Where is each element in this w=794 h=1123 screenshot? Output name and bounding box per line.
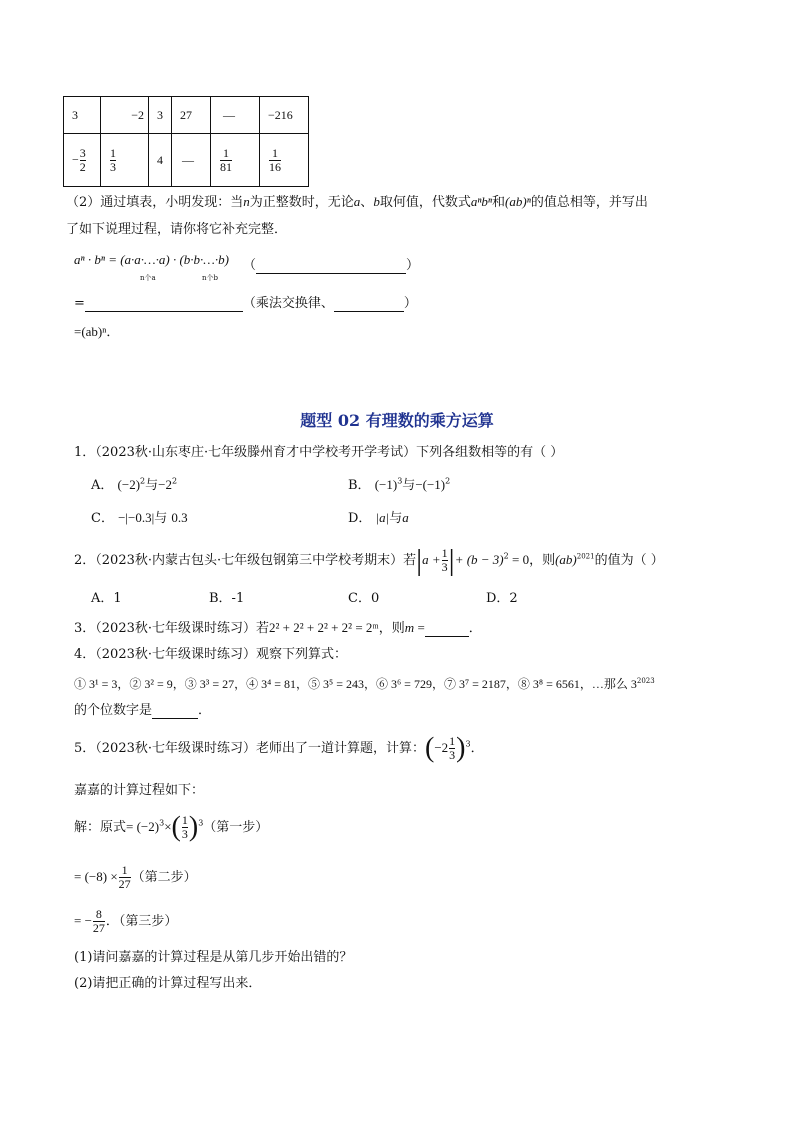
text: 与 [154,511,168,526]
power-table [63,96,309,187]
text: 和 [492,195,506,210]
q4-stem: 4．（2023秋·七年级课时练习）观察下列算式： [74,647,347,662]
text: ） [406,258,420,273]
answer-blank[interactable] [152,718,198,719]
text: ，则 [378,621,405,636]
exponent: 2 [503,551,509,561]
exponent: 2021 [576,552,595,561]
text: 5．（2023秋·七年级课时练习）老师出了一道计算题，计算： [74,741,425,756]
section-heading: 题型 02 有理数的乘方运算 [300,411,494,430]
fraction [93,908,105,935]
q1-option-c[interactable] [91,510,188,527]
math-expr: −|−0.3| [118,510,155,525]
q2-option-b[interactable]: B．-1 [209,591,245,606]
table-cell: −216 [260,97,309,134]
n-b-label: n个b [202,274,218,282]
denominator: 3 [449,748,456,762]
reason-blank-1 [243,258,419,274]
math-expr: (−1) [374,477,398,492]
math-expr: −2 [434,740,449,755]
denominator: 27 [92,921,105,935]
exponent: 2 [445,476,451,486]
text: 取何值，代数式 [379,195,471,210]
q5-ask2: (2)请把正确的计算过程写出来． [74,976,262,991]
exponent: 3 [465,739,471,749]
denominator: 27 [118,877,131,891]
fraction [110,147,116,174]
fraction [119,864,131,891]
math-expr: b·b·…·b [183,252,225,267]
proof-step2 [74,296,417,312]
math-expr: + (b − 3) [454,552,504,567]
q4-sequence [74,676,655,692]
denominator: 2 [79,159,86,174]
fraction [80,147,86,174]
denominator: 3 [181,827,188,841]
numerator: 1 [110,145,116,160]
q4-line2 [74,703,211,719]
text: （乘法交换律、 [242,296,334,311]
q2-option-d[interactable]: D．2 [486,591,518,606]
fraction [220,147,232,174]
math-expr: 2² + 2² + 2² + 2² = 2ᵐ [269,620,379,635]
option-label: C． [91,511,114,526]
math-expr: aⁿ · bⁿ = ( [74,252,125,267]
answer-blank[interactable] [85,311,243,312]
math-expr: = − [74,913,92,928]
math-expr: = (−8) × [74,869,118,884]
math-expr: a·a·…·a [124,252,166,267]
table-cell: 3 [149,97,172,134]
math-expr: −(−1) [415,477,446,492]
text: （第一步） [203,820,269,835]
denominator: 3 [441,560,448,574]
denominator: 16 [269,159,281,174]
q2-stem: 2．（2023秋·内蒙古包头·七年级包钢第三中学校考期末）若|a + $\frac{1}{3}$ |+ $(b - 3)^2 = 0$，则(ab)$^{2021}$的值为（ ） [74,543,664,577]
exponent: 2 [171,476,178,486]
minus-sign: − [72,151,79,166]
exponent: 3 [159,818,165,828]
math-expr: aⁿbⁿ [470,194,493,209]
numerator: 1 [223,145,229,160]
table-row [64,134,309,187]
math-expr: a + [422,552,441,567]
text: ． [468,621,482,636]
fraction [182,814,188,841]
option-label: B． [348,478,371,493]
text: 解：原式 [74,820,127,835]
text: 的个位数字是 [74,703,153,718]
table-cell: — [172,134,211,187]
math-expr: ) [224,252,229,267]
numerator: 1 [272,145,278,160]
exponent: 3 [198,818,204,828]
table-cell: 3 [64,97,101,134]
text: 与 [389,511,403,526]
fraction [442,547,448,574]
math-expr: 0.3 [171,510,188,525]
proof-step1 [74,252,229,269]
numerator: 8 [95,907,102,921]
text: ． [198,703,212,718]
table-cell: — [211,97,260,134]
denominator: 81 [220,159,232,174]
q1-option-b[interactable] [348,477,450,494]
numerator: 1 [449,734,456,748]
text: ． [470,741,484,756]
table-cell [260,134,309,187]
text: ．（第三步） [105,914,178,929]
table-cell [64,134,101,187]
math-expr: = (−2) [126,819,160,834]
math-expr: (ab) [555,552,577,567]
answer-blank[interactable] [334,311,404,312]
text: ） [403,296,417,311]
option-label: A． [91,478,114,493]
math-expr: = [414,620,425,635]
q5-jiajia: 嘉嘉的计算过程如下： [74,783,205,798]
text: （第二步） [131,870,197,885]
math-expr: (ab)ⁿ [505,194,531,209]
text: 与 [402,478,416,493]
fraction [269,147,281,174]
math-expr: |a| [375,510,390,525]
math-expr: = 0 [508,552,530,567]
denominator: 3 [110,159,116,174]
math-expr: ) · ( [165,252,184,267]
math-expr: (−2) [117,477,141,492]
text: 、 [360,195,374,210]
option-label: D． [348,511,372,526]
numerator: 1 [441,546,448,560]
text: ，则 [529,553,556,568]
math-a: a [353,194,361,209]
text: （2）通过填表，小明发现：当 [66,195,244,210]
q5-solution-line2 [74,862,197,893]
math-n: n [243,194,250,209]
table-cell [101,134,149,187]
math-expr: ① 3¹ = 3，② 3² = 9，③ 3³ = 27，④ 3⁴ = 81，⑤ 3⁵ = 243，⑥ 3⁶ = 729，⑦ 3⁷ = 2187，⑧ 3⁸ = 6561，…那么 3 [74,677,637,691]
table-row [64,97,309,134]
numerator: 3 [79,145,86,160]
q5-solution-line1: 解：原式= $(-2)^3\times$( $\frac{1}{3}$ )$^3$（第一步） [74,811,269,843]
math-expr: × [164,819,172,834]
text: 3．（2023秋·七年级课时练习）若 [74,621,269,636]
exponent: 2 [140,476,146,486]
math-expr: a [402,510,409,525]
text: 的值为（ ） [594,553,664,568]
text: 与 [145,478,159,493]
text: 2．（2023秋·内蒙古包头·七年级包钢第三中学校考期末）若 [74,553,417,568]
part2-intro-line2: 了如下说理过程，请你将它补充完整． [66,222,288,237]
math-m: m [404,620,415,635]
q1-option-a[interactable] [91,477,177,494]
exponent: 3 [397,476,403,486]
text: = [74,296,85,311]
math-expr: =(ab)ⁿ． [74,324,120,339]
q5-stem: 5．（2023秋·七年级课时练习）老师出了一道计算题，计算：(−2 $\frac{1}{3}$ )$^3$． [74,732,484,764]
text: 的值总相等，并写出 [530,195,648,210]
numerator: 1 [181,813,188,827]
proof-step3 [74,324,119,341]
text: 为正整数时，无论 [249,195,354,210]
q3-stem [74,620,482,637]
exponent: 2023 [636,677,655,685]
math-expr: −2 [158,477,172,492]
table-cell: −2 [101,97,149,134]
table-cell: 27 [172,97,211,134]
q2-option-c[interactable]: C．0 [348,591,380,606]
q5-solution-line3 [74,906,177,937]
fraction [449,735,455,762]
n-a-label: n个a [140,274,156,282]
text: （ [243,258,257,273]
q1-stem: 1．（2023秋·山东枣庄·七年级滕州育才中学校考开学考试）下列各组数相等的有（ ） [74,445,564,460]
numerator: 1 [121,863,128,877]
q5-ask1: (1)请问嘉嘉的计算过程是从第几步开始出错的？ [74,950,353,965]
q1-option-d[interactable] [348,510,409,527]
math-b: b [373,194,380,209]
part2-intro-line1 [66,194,648,211]
answer-blank[interactable] [425,636,469,637]
table-cell [211,134,260,187]
q2-option-a[interactable]: A．1 [91,591,122,606]
table-cell: 4 [149,134,172,187]
answer-blank[interactable] [256,273,406,274]
